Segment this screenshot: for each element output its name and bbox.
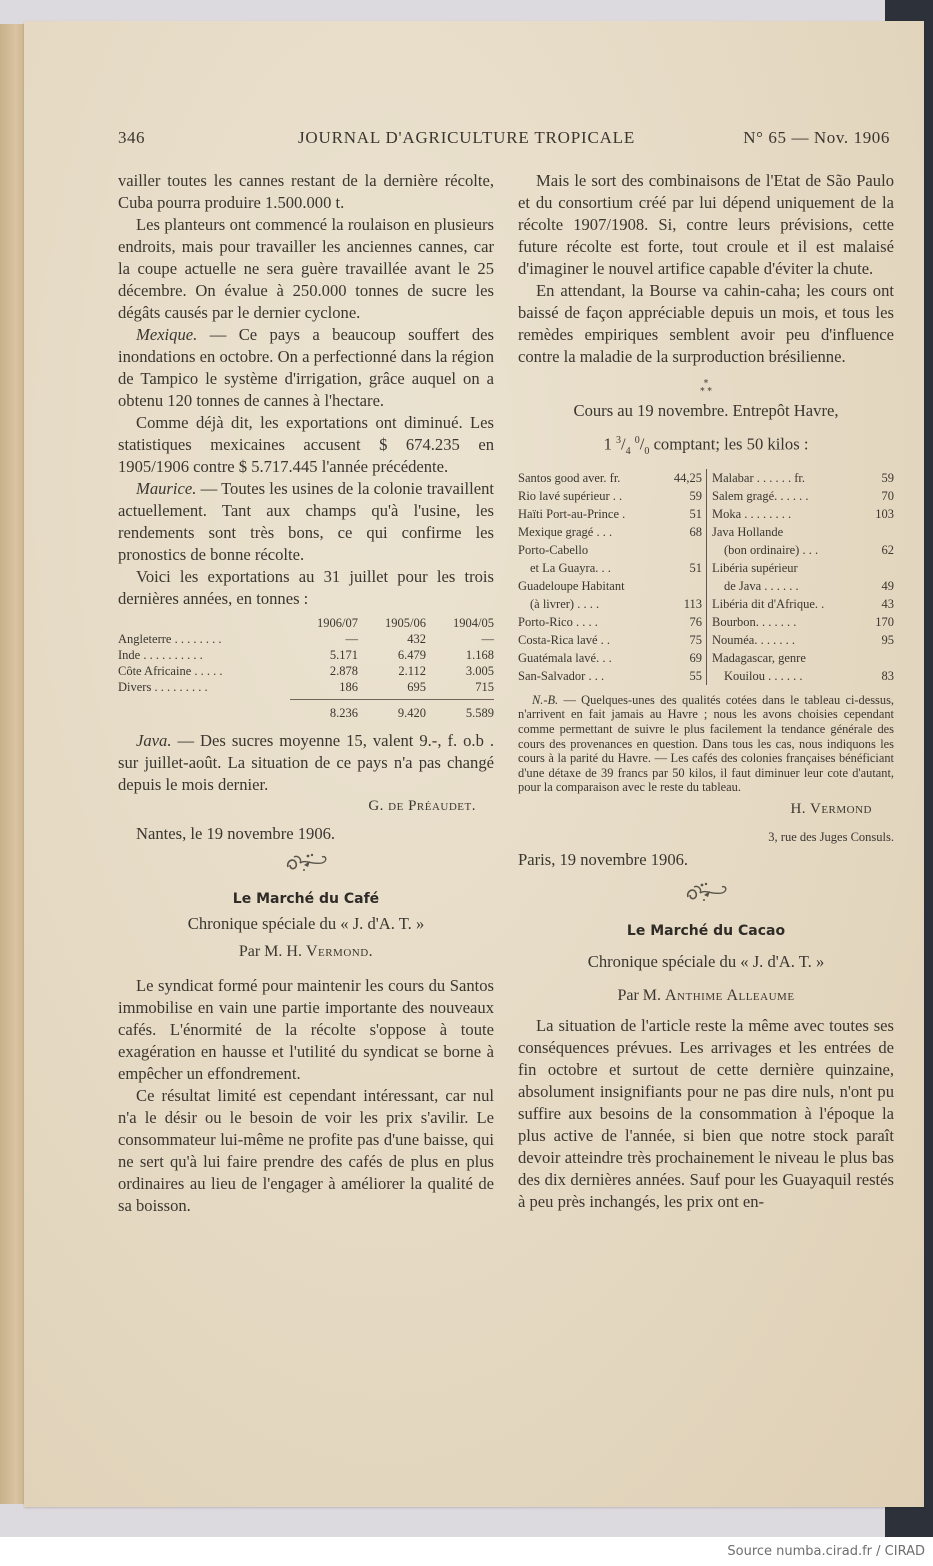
table-row: [118, 647, 494, 663]
table-row: [118, 663, 494, 679]
price-label: Mexique gragé . . .: [518, 524, 613, 539]
price-value: 69: [689, 650, 702, 665]
maurice-label: Maurice.: [136, 479, 197, 498]
price-value: 44,25: [673, 470, 702, 485]
price-row: [518, 667, 702, 685]
price-value: 51: [689, 506, 702, 521]
row-label: Divers . . . . . . . . .: [118, 680, 208, 694]
price-row: [518, 469, 702, 487]
journal-title: JOURNAL D'AGRICULTURE TROPICALE: [298, 128, 636, 147]
price-value: 95: [881, 632, 894, 647]
price-column-right: [707, 469, 894, 685]
price-label: Rio lavé supérieur . .: [518, 488, 623, 503]
java-label: Java.: [136, 731, 172, 750]
maurice-text: — Toutes les usines de la colonie travaillent actuellement. Tant aux champs qu'à l'usine, les rendements sont très bons, ce qui confirme les pronostics de bonne récolte.: [118, 479, 494, 564]
price-label: Guatémala lavé. . .: [518, 650, 612, 665]
mexique-label: Mexique.: [136, 325, 198, 344]
exports-intro: Voici les exportations au 31 juillet pour les trois dernières années, en tonnes :: [118, 567, 494, 608]
exports-table: [118, 615, 494, 722]
paragraph: Mais le sort des combinaisons de l'Etat de São Paulo et du consortium créé par lui dépend uniquement de la récolte 1907/1908. Si, contre leurs prévisions, cette future récolte est forte, tout croule et il est malaisé d'imaginer le nouvel artifice capable d'éviter la chute.: [518, 171, 894, 278]
page-number: 346: [118, 128, 145, 147]
price-label: Bourbon. . . . . . .: [712, 614, 797, 629]
price-label: Libéria supérieur: [712, 560, 798, 575]
java-paragraph: [118, 730, 494, 796]
row-label: Côte Africaine . . . . .: [118, 664, 223, 678]
price-row: [712, 613, 894, 631]
price-row: [518, 613, 702, 631]
column-header: 1905/06: [385, 616, 426, 630]
price-column-left: [518, 469, 707, 685]
price-label: Salem gragé. . . . . .: [712, 488, 809, 503]
author-name: Anthime Alleaume: [665, 987, 795, 1004]
asterism-icon: * * *: [700, 379, 712, 397]
price-value: 68: [689, 524, 702, 539]
place-date: Nantes, le 19 novembre 1906.: [136, 824, 336, 843]
price-row: [712, 559, 894, 577]
price-row: [712, 667, 894, 685]
java-text: — Des sucres moyenne 15, valent 9.-, f. o.b . sur juillet-août. La situation de ce pays n'a pas changé depuis le mois dernier.: [118, 731, 494, 794]
cell: 1.168: [465, 648, 494, 662]
price-row: [712, 577, 894, 595]
paragraph: vailler toutes les cannes restant de la dernière récolte, Cuba pourra produire 1.500.000 t.: [118, 171, 494, 212]
signature-preaudet: G. de Préaudet.: [368, 798, 476, 814]
cell: 186: [339, 680, 358, 694]
mexique-paragraph: [118, 324, 494, 412]
price-label: Moka . . . . . . . .: [712, 506, 792, 521]
paragraph: Le syndicat formé pour maintenir les cours du Santos immobilise en vain une partie importante des nouveaux cafés. L'énormité de la récolte s'oppose à toute exagération en hausse et l'utilité du syndicat se borne à empêcher un effondrement.: [118, 976, 494, 1083]
right-column: [518, 170, 894, 1213]
page-stack-edge: [0, 24, 27, 1504]
price-row: [518, 523, 702, 541]
author-name: Vermond.: [305, 943, 374, 960]
cell: 2.112: [398, 664, 426, 678]
price-row: [712, 595, 894, 613]
price-label: Java Hollande: [712, 524, 784, 539]
price-row: [518, 541, 702, 559]
price-row: [712, 541, 894, 559]
price-row: [518, 577, 702, 595]
total-cell: 9.420: [358, 700, 426, 723]
row-label: Inde . . . . . . . . . .: [118, 648, 203, 662]
price-value: 113: [683, 596, 702, 611]
running-header: [118, 128, 890, 152]
price-row: [518, 649, 702, 667]
ornament-icon: [518, 881, 894, 907]
cell: 432: [407, 632, 426, 646]
paragraph: En attendant, la Bourse va cahin-caha; les cours ont baissé de façon appréciable depuis un mois, et tous les remèdes empiriques semblent avoir peu d'influence contre la maladie de la surproduction brésilienne.: [518, 281, 894, 366]
price-value: 75: [689, 632, 702, 647]
mexique-text: — Ce pays a beaucoup souffert des inondations en octobre. On a perfectionné dans la région de Tampico le système d'irrigation, grâce auquel on a obtenu 120 tonnes de cannes à l'hectare.: [118, 325, 494, 410]
issue-number: N° 65 — Nov. 1906: [743, 128, 890, 147]
price-row: [518, 595, 702, 613]
price-label: Libéria dit d'Afrique. .: [712, 596, 825, 611]
paragraph: La situation de l'article reste la même avec toutes ses conséquences prévues. Les arrivages et les entrées de fin octobre et surtout de cette dernière quinzaine, absolument insignifiants pour ne pas dire nuls, n'ont pu suffire aux besoins de la consommation à l'époque la plus active de l'année, si bien que notre stock paraît devoir atteindre très prochainement le niveau le plus bas des dix dernières années. Sauf pour les Guayaquil restés à peu près inchangés, les prix ont en-: [518, 1016, 894, 1211]
price-label: Haïti Port-au-Prince .: [518, 506, 626, 521]
nota-bene: [518, 693, 894, 795]
price-label: Porto-Rico . . . .: [518, 614, 598, 629]
price-value: 59: [881, 470, 894, 485]
price-label: Kouilou . . . . . .: [724, 668, 803, 683]
signature-vermond: H. Vermond: [790, 801, 872, 817]
nb-text: — Quelques-unes des qualités cotées dans le tableau ci-dessus, n'arrivent en fait jamais au Havre ; nous les avons choisies cependant comme permettant de suivre le plus facilement la tendance générale des cours des provenances en question. Dans tous les cas, nous indiquons les cours à la parité du Havre. — Les cafés des colonies françaises bénéficiant d'une détaxe de 39 francs par 50 kilos, il faut diminuer leur cote d'autant, pour la comparaison avec le reste du tableau.: [518, 692, 894, 795]
total-cell: 5.589: [426, 700, 494, 723]
cell: 695: [407, 680, 426, 694]
cours-heading: Cours au 19 novembre. Entrepôt Havre,: [573, 401, 839, 420]
table-row: [118, 679, 494, 695]
price-value: 55: [689, 668, 702, 683]
cacao-section-subtitle: Chronique spéciale du « J. d'A. T. »: [587, 952, 825, 971]
price-label: Porto-Cabello: [518, 542, 589, 557]
price-row: [712, 649, 894, 667]
price-row: [712, 631, 894, 649]
address: 3, rue des Juges Consuls.: [768, 830, 894, 844]
cell: —: [481, 632, 494, 646]
price-table: [518, 469, 894, 685]
left-column: [118, 170, 494, 1217]
price-value: 83: [881, 668, 894, 683]
cell: 6.479: [397, 648, 426, 662]
price-label: San-Salvador . . .: [518, 668, 605, 683]
exports-table-header: [118, 615, 494, 631]
cours-terms: 1 $^3/_4$ $^0/_0$ comptant; les 50 kilos :: [603, 434, 809, 457]
price-value: 103: [875, 506, 894, 521]
cell: —: [345, 632, 358, 646]
price-label: Costa-Rica lavé . .: [518, 632, 610, 647]
price-label: de Java . . . . . .: [724, 578, 799, 593]
price-row: [518, 505, 702, 523]
price-row: [518, 487, 702, 505]
paragraph: Ce résultat limité est cependant intéressant, car nul n'a le désir ou le besoin de voir les prix s'avilir. Le consommateur lui-même ne profite pas d'une baisse, qui ne sert qu'à lui faire prendre des cafés de plus en plus ordinaires au lieu de l'engager à améliorer la qualité de sa boisson.: [118, 1086, 494, 1215]
price-value: 49: [881, 578, 894, 593]
total-cell: 8.236: [290, 700, 358, 723]
totals-row: [118, 700, 494, 723]
cafe-section-byline: Par M. H. Vermond.: [238, 943, 374, 960]
price-label: Malabar . . . . . . fr.: [712, 470, 806, 485]
price-value: 43: [881, 596, 894, 611]
row-label: Angleterre . . . . . . . .: [118, 632, 222, 646]
price-label: Guadeloupe Habitant: [518, 578, 625, 593]
source-credit: Source numba.cirad.fr / CIRAD: [727, 1544, 925, 1559]
price-label: Nouméa. . . . . . .: [712, 632, 795, 647]
price-value: 70: [881, 488, 894, 503]
ornament-icon: [118, 851, 494, 877]
price-label: (à livrer) . . . .: [530, 596, 600, 611]
cell: 5.171: [329, 648, 358, 662]
price-value: 170: [875, 614, 894, 629]
cacao-section-byline: Par M. Anthime Alleaume: [617, 987, 795, 1004]
price-value: 62: [881, 542, 894, 557]
price-value: 51: [689, 560, 702, 575]
price-row: [518, 631, 702, 649]
cafe-section-subtitle: Chronique spéciale du « J. d'A. T. »: [187, 914, 425, 933]
cell: 3.005: [465, 664, 494, 678]
price-label: (bon ordinaire) . . .: [724, 542, 819, 557]
cell: 715: [475, 680, 494, 694]
cell: 2.878: [329, 664, 358, 678]
column-header: 1906/07: [317, 616, 358, 630]
mexique-exports-paragraph: Comme déjà dit, les exportations ont diminué. Les statistiques mexicaines accusent $ 674.235 en 1905/1906 contre $ 5.717.445 l'année précédente.: [118, 413, 494, 476]
cacao-section-title: Le Marché du Cacao: [626, 923, 786, 939]
price-row: [712, 505, 894, 523]
nb-label: N.-B.: [532, 692, 559, 707]
price-value: 76: [689, 614, 702, 629]
place-date: Paris, 19 novembre 1906.: [518, 850, 689, 869]
price-row: [712, 469, 894, 487]
price-value: 59: [689, 488, 702, 503]
price-row: [518, 559, 702, 577]
price-label: Madagascar, genre: [712, 650, 806, 665]
price-row: [712, 487, 894, 505]
price-label: et La Guayra. . .: [530, 560, 611, 575]
price-row: [712, 523, 894, 541]
price-label: Santos good aver. fr.: [518, 470, 621, 485]
column-header: 1904/05: [453, 616, 494, 630]
maurice-paragraph: [118, 478, 494, 566]
paragraph: Les planteurs ont commencé la roulaison en plusieurs endroits, mais pour travailler les anciennes cannes, car la coupe actuelle ne sera guère travaillée avant le 25 décembre. On évalue à 250.000 tonnes de sucre les dégâts causés par le dernier cyclone.: [118, 215, 494, 322]
cafe-section-title: Le Marché du Café: [232, 891, 380, 907]
table-row: [118, 631, 494, 647]
